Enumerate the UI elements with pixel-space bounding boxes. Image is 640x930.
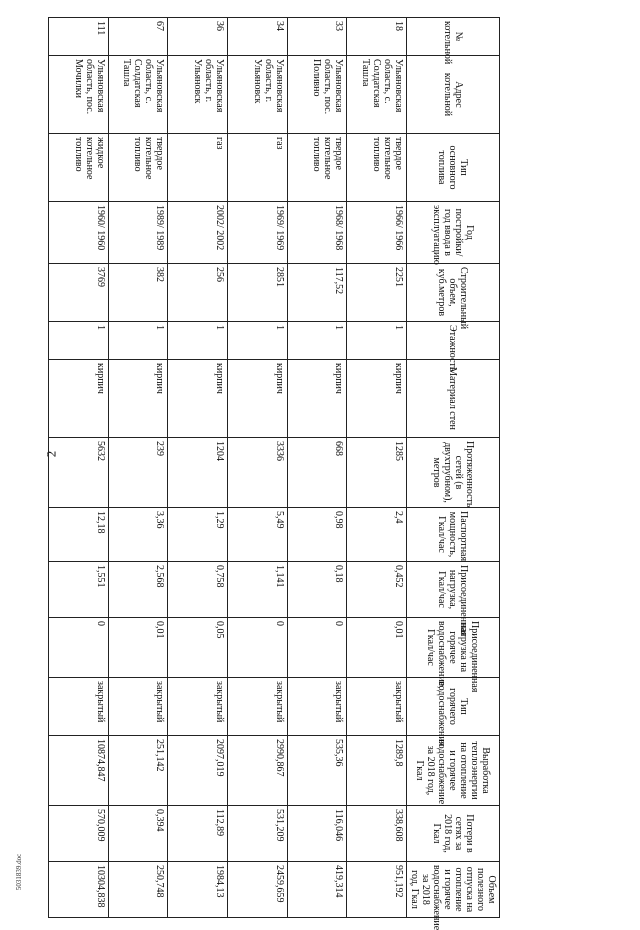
table-cell: закрытый (287, 678, 347, 736)
table-cell: 0,18 (287, 562, 347, 618)
table-cell: 1989/ 1989 (108, 202, 168, 264)
table-cell: 0 (287, 618, 347, 678)
table-cell: 2251 (347, 264, 407, 322)
table-cell: 1,29 (168, 508, 228, 562)
table-cell: 0 (228, 618, 288, 678)
table-cell: кирпич (168, 360, 228, 438)
table-cell: 1968/ 1968 (287, 202, 347, 264)
table-cell: 2990,867 (228, 736, 288, 806)
table-row (168, 18, 228, 918)
table-cell: 570,009 (49, 806, 109, 862)
table-cell: 1 (228, 322, 288, 360)
table-cell: 1966/ 1966 (347, 202, 407, 264)
table-cell: 256 (168, 264, 228, 322)
table-cell: 2,568 (108, 562, 168, 618)
table-cell: 1 (347, 322, 407, 360)
table-cell: твердое котельное топливо (347, 134, 407, 202)
table-cell: газ (168, 134, 228, 202)
table-cell: Ульяновская область, с. Солдатская Ташла (347, 56, 407, 134)
table-cell: Ульяновская область, пос. Поливно (287, 56, 347, 134)
column-header: Присоединенная нагрузка, Гкал/час (407, 562, 500, 618)
table-cell: кирпич (287, 360, 347, 438)
table-cell: 2097,019 (168, 736, 228, 806)
table-cell: 0,05 (168, 618, 228, 678)
column-header: Год постройки/год ввода в эксплуатацию (407, 202, 500, 264)
table-cell: 18 (347, 18, 407, 56)
table-cell: твердое котельное топливо (108, 134, 168, 202)
column-header: Тип основного топлива (407, 134, 500, 202)
column-header: Объем полезного отпуска на отопление и горячее водоснабжение за 2018 год, Гкал (407, 862, 500, 918)
table-cell: 2002/ 2002 (168, 202, 228, 264)
table-row (347, 18, 407, 918)
table-cell: 251,142 (108, 736, 168, 806)
table-cell: 3336 (228, 438, 288, 508)
table-cell: 419,314 (287, 862, 347, 918)
table-cell: 1285 (347, 438, 407, 508)
table-cell: 5,49 (228, 508, 288, 562)
table-cell: 1 (108, 322, 168, 360)
table-cell: 1 (168, 322, 228, 360)
table-cell: 668 (287, 438, 347, 508)
table-cell: 0,01 (108, 618, 168, 678)
document-filename: 5031839.doc (15, 853, 24, 891)
table-cell: закрытый (168, 678, 228, 736)
table-cell: 0,394 (108, 806, 168, 862)
table-cell: 1204 (168, 438, 228, 508)
table-cell: 2459,659 (228, 862, 288, 918)
table-cell: 1 (49, 322, 109, 360)
table-row (228, 18, 288, 918)
table-row (108, 18, 168, 918)
column-header: Адрес котельной (407, 56, 500, 134)
table-cell: 111 (49, 18, 109, 56)
table-cell: 36 (168, 18, 228, 56)
table-cell: 0,01 (347, 618, 407, 678)
table-cell: закрытый (347, 678, 407, 736)
table-cell: 0 (49, 618, 109, 678)
page-number: 2 (43, 450, 59, 458)
column-header: Протяженность сетей (в двухтрубном), метров (407, 438, 500, 508)
column-header: Паспортная мощность, Гкал/час (407, 508, 500, 562)
column-header: Строительный объем, куб.метров (407, 264, 500, 322)
column-header: № котельной (407, 18, 500, 56)
table-cell: 12,18 (49, 508, 109, 562)
table-cell: кирпич (49, 360, 109, 438)
table-cell: 0,98 (287, 508, 347, 562)
table-row (49, 18, 109, 918)
table-cell: 5632 (49, 438, 109, 508)
table-cell: Ульяновская область, пос. Мочилки (49, 56, 109, 134)
table-cell: 2,4 (347, 508, 407, 562)
table-cell: жидкое котельное топливо (49, 134, 109, 202)
column-header: Выработка теплоэнергии на отопление и горячее водоснабжение за 2018 год, Гкал (407, 736, 500, 806)
table-cell: 1289,8 (347, 736, 407, 806)
boiler-houses-table (48, 17, 500, 930)
table-cell: 0,758 (168, 562, 228, 618)
table-cell: 10304,838 (49, 862, 109, 918)
table-cell: закрытый (108, 678, 168, 736)
table-header-row (407, 18, 500, 918)
table-cell: 2851 (228, 264, 288, 322)
table-cell: кирпич (228, 360, 288, 438)
table-cell: 1969/ 1969 (228, 202, 288, 264)
table-cell: 250,748 (108, 862, 168, 918)
table-cell: 33 (287, 18, 347, 56)
column-header: Потери в сетях за 2018 год, Гкал (407, 806, 500, 862)
table-cell: 531,209 (228, 806, 288, 862)
column-header: Этажность (407, 322, 500, 360)
rotated-table-container (48, 17, 500, 930)
table-cell: закрытый (49, 678, 109, 736)
table-cell: закрытый (228, 678, 288, 736)
table-cell: кирпич (108, 360, 168, 438)
table-cell: 1984,13 (168, 862, 228, 918)
table-cell: 1,141 (228, 562, 288, 618)
table-cell: 239 (108, 438, 168, 508)
column-header: Материал стен (407, 360, 500, 438)
table-cell: Ульяновская область, г. Ульяновск (168, 56, 228, 134)
table-cell: 338,608 (347, 806, 407, 862)
table-cell: 3,36 (108, 508, 168, 562)
table-body (49, 18, 407, 918)
table-cell: 3769 (49, 264, 109, 322)
table-cell: 1 (287, 322, 347, 360)
table-cell: 382 (108, 264, 168, 322)
table-cell: 67 (108, 18, 168, 56)
table-cell: Ульяновская область, г. Ульяновск (228, 56, 288, 134)
table-cell: 535,36 (287, 736, 347, 806)
table-cell: 951,192 (347, 862, 407, 918)
column-header: Тип горячего водоснабжения (407, 678, 500, 736)
table-cell: кирпич (347, 360, 407, 438)
table-cell: 1960/ 1960 (49, 202, 109, 264)
table-cell: 112,89 (168, 806, 228, 862)
table-cell: 0,452 (347, 562, 407, 618)
table-cell: твердое котельное топливо (287, 134, 347, 202)
table-cell: 10874,847 (49, 736, 109, 806)
table-cell: газ (228, 134, 288, 202)
table-cell: 1,551 (49, 562, 109, 618)
table-cell: Ульяновская область, с. Солдатская Ташла (108, 56, 168, 134)
table-row (287, 18, 347, 918)
table-cell: 116,046 (287, 806, 347, 862)
table-cell: 34 (228, 18, 288, 56)
column-header: Присоединенная нагрузка на горячее водоснабжение, Гкал/час (407, 618, 500, 678)
table-cell: 117,52 (287, 264, 347, 322)
